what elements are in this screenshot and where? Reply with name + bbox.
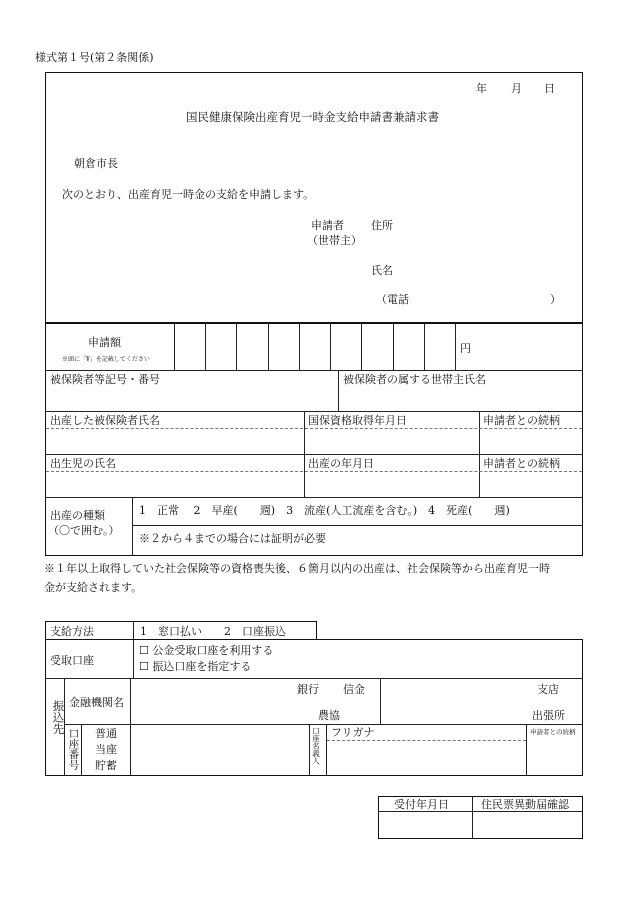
row-line	[46, 678, 582, 679]
furigana-label: フリガナ	[331, 726, 375, 739]
birth-type-options[interactable]: 1 正常 2 早産( 週) 3 流産(人工流産を含む。) 4 死産( 週)	[139, 504, 510, 517]
digit-box[interactable]	[394, 323, 425, 370]
relation-field-2[interactable]	[482, 473, 579, 495]
receipt-date-field[interactable]	[380, 813, 470, 837]
date-day-label: 日	[544, 82, 555, 95]
newborn-name-label: 出生児の氏名	[50, 457, 116, 470]
bank-type-credit-union[interactable]: 信金	[343, 683, 365, 696]
row-line	[379, 811, 582, 812]
dashed-line	[46, 471, 582, 472]
row-line	[46, 454, 582, 455]
account-number-field[interactable]	[133, 727, 305, 772]
address-label: 住所	[371, 219, 393, 232]
col-line	[133, 640, 134, 678]
branch-type-branch[interactable]: 支店	[537, 683, 559, 696]
birth-type-label: 出産の種類	[50, 509, 105, 522]
insurance-date-label: 国保資格取得年月日	[308, 414, 407, 427]
form-number: 様式第１号(第２条関係)	[35, 51, 154, 64]
birth-type-note: ※２から４までの場合には証明が必要	[139, 532, 326, 545]
applicant-label: 申請者	[311, 219, 344, 232]
form-title: 国民健康保険出産育児一時金支給申請書兼請求書	[186, 110, 439, 124]
digit-box[interactable]	[175, 323, 206, 370]
row-line	[133, 525, 582, 526]
addressee: 朝倉市長	[74, 157, 118, 170]
phone-close: ）	[550, 293, 561, 306]
bank-name-field[interactable]	[133, 682, 293, 720]
col-line	[64, 679, 65, 775]
col-line	[132, 497, 133, 555]
digit-box[interactable]	[237, 323, 268, 370]
amount-unit: 円	[460, 342, 471, 355]
branch-name-field[interactable]	[384, 682, 529, 720]
resident-check-field[interactable]	[474, 813, 581, 837]
col-line	[130, 679, 131, 775]
birth-date-field[interactable]	[307, 473, 477, 495]
branch-type-sub-office[interactable]: 出張所	[532, 709, 565, 722]
col-line	[472, 797, 473, 838]
col-line	[338, 370, 339, 411]
col-line	[309, 724, 310, 775]
account-number-label: 口座番号	[67, 728, 80, 770]
col-line	[526, 724, 527, 775]
payment-method-label: 支給方法	[50, 625, 94, 638]
digit-box[interactable]	[331, 323, 362, 370]
address-field[interactable]	[400, 214, 570, 256]
digit-box[interactable]	[206, 323, 237, 370]
birth-insured-name-label: 出産した被保険者氏名	[50, 414, 160, 427]
name-field[interactable]	[400, 259, 570, 281]
col-line	[81, 724, 82, 775]
digit-box[interactable]	[300, 323, 331, 370]
option-public-account[interactable]: ☐ 公金受取口座を利用する	[139, 644, 274, 657]
col-line	[380, 679, 381, 724]
row-line	[46, 497, 582, 498]
insured-id-field[interactable]	[48, 387, 334, 409]
notice-line-2: 金が支給されます。	[44, 581, 143, 594]
bank-type-bank[interactable]: 銀行	[297, 683, 319, 696]
phone-label: （電話	[376, 293, 409, 306]
payment-method-options[interactable]: 1 窓口払い 2 口座振込	[140, 625, 286, 638]
row-line	[46, 370, 582, 371]
intro-text: 次のとおり、出産育児一時金の支給を申請します。	[62, 188, 315, 201]
birth-insured-name-field[interactable]	[48, 430, 302, 452]
bank-type-agri-coop[interactable]: 農協	[318, 709, 340, 722]
relation-field-1[interactable]	[482, 430, 579, 452]
option-designate-account[interactable]: ☐ 振込口座を指定する	[139, 660, 252, 673]
household-head-field[interactable]	[341, 387, 579, 409]
birth-type-sub-label: （〇で囲む。）	[48, 524, 120, 537]
resident-check-label: 住民票異動届確認	[481, 798, 569, 811]
digit-box[interactable]	[269, 323, 300, 370]
account-type-ordinary[interactable]: 普通	[95, 727, 117, 740]
name-label: 氏名	[371, 264, 393, 277]
applicant-sub-label: （世帯主）	[307, 234, 362, 247]
row-line	[46, 411, 582, 412]
holder-relation-field[interactable]	[529, 742, 579, 772]
account-type-savings[interactable]: 貯蓄	[95, 759, 117, 772]
notice-line-1: ※１年以上取得していた社会保険等の資格喪失後、６箇月以内の出産は、社会保険等から出産育児一時	[44, 562, 550, 575]
receipt-date-label: 受付年月日	[394, 798, 449, 811]
relation-label-2: 申請者との続柄	[483, 457, 560, 470]
insurance-date-field[interactable]	[307, 430, 477, 452]
bank-label: 金融機関名	[69, 696, 124, 709]
dashed-line	[327, 740, 526, 741]
relation-label-1: 申請者との続柄	[483, 414, 560, 427]
amount-label: 申請額	[88, 336, 121, 349]
phone-field[interactable]	[415, 288, 545, 310]
birth-date-label: 出産の年月日	[308, 457, 374, 470]
digit-box[interactable]	[362, 323, 393, 370]
receipt-label: 受取口座	[50, 654, 94, 667]
insured-id-label: 被保険者等記号・番号	[50, 373, 160, 386]
account-type-current[interactable]: 当座	[95, 743, 117, 756]
col-line	[326, 724, 327, 775]
newborn-name-field[interactable]	[48, 473, 302, 495]
col-line	[133, 622, 134, 639]
row-line	[65, 724, 582, 725]
date-year-label: 年	[476, 82, 487, 95]
holder-name-field[interactable]	[329, 742, 523, 772]
transfer-label: 振込先	[51, 700, 66, 735]
amount-digit-boxes[interactable]	[175, 323, 456, 370]
holder-label: 口座名義人	[311, 727, 321, 765]
date-month-label: 月	[511, 82, 522, 95]
holder-relation-label: 申請者との続柄	[530, 728, 576, 736]
household-head-label: 被保険者の属する世帯主氏名	[343, 373, 486, 386]
amount-note: ※頭に「¥」を記載してください	[62, 356, 150, 363]
dashed-line	[46, 428, 582, 429]
digit-box[interactable]	[425, 323, 456, 370]
